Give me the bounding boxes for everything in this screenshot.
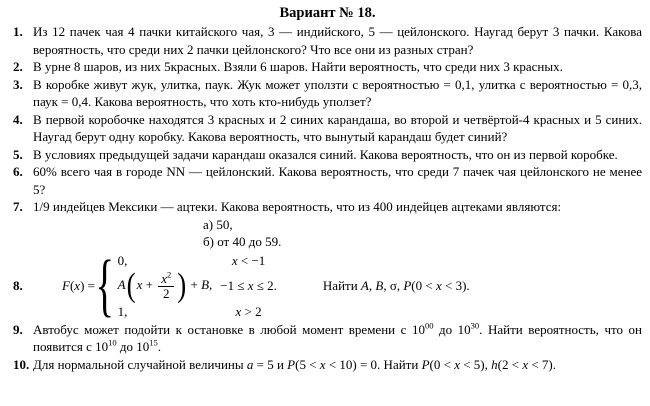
problem-3 — [13, 76, 642, 111]
problem-8 — [13, 246, 642, 324]
case-expr-bottom: 1, — [117, 303, 128, 319]
case-cond-top: x < −1 — [231, 252, 266, 268]
cases-brace: { — [95, 246, 115, 324]
problem-9 — [13, 321, 642, 356]
problem-8-task: Найти A, B, σ, P(0 < x < 3). — [322, 277, 470, 293]
case-expr-middle: A(x + $\frac{x^2}{2}$ ) + B, — [117, 266, 213, 304]
problem-7-question: 1/9 индейцев Мексики — ацтеки. Какова вероятность, что из 400 индейцев ацтеками являются: — [33, 199, 562, 214]
problem-8-number: 8. — [13, 278, 23, 293]
fraction — [158, 271, 174, 301]
problem-5-text: В условиях предыдущей задачи карандаш оказался синий. Какова вероятность, что он из первой коробке. — [33, 146, 618, 162]
fraction-denominator: 2 — [162, 285, 170, 301]
problem-5 — [13, 146, 642, 164]
close-paren: ) — [177, 266, 187, 304]
problem-9-number: 9. — [13, 321, 23, 337]
problem-1-number: 1. — [13, 24, 23, 39]
problem-2 — [13, 58, 642, 76]
problem-7-number: 7. — [13, 199, 23, 214]
problem-4-number: 4. — [13, 111, 23, 127]
problem-4 — [13, 111, 642, 146]
problem-6-number: 6. — [13, 164, 23, 179]
problem-9-text: Автобус может подойти к остановке в любой момент времени с $10^{00}$ до $10^{30}$. Найти вероятность, что он появится с $10^{10}$ до $10^{15}$. — [33, 320, 642, 354]
problem-5-number: 5. — [13, 146, 23, 162]
problem-10 — [13, 356, 642, 374]
problem-2-text: В урне 8 шаров, из них 5красных. Взяли 6 шаров. Найти вероятность, что среди них 3 красных. — [33, 59, 563, 74]
problem-7-subitem-a: а) 50, — [203, 216, 233, 232]
function-lhs: F(x) = — [62, 277, 95, 293]
case-cond-middle: −1 ≤ x ≤ 2. — [220, 278, 277, 293]
problem-3-text: В коробке живут жук, улитка, паук. Жук может уползти с вероятностью = 0,1, улитка с вероятностью = 0,3, паук = 0,4. Какова вероятность, что хоть кто-нибудь уползет? — [33, 76, 642, 109]
problem-7-subitem-b: б) от 40 до 59. — [203, 234, 282, 249]
problem-6 — [13, 163, 642, 198]
open-paren: ( — [126, 266, 136, 304]
problem-1-text: Из 12 пачек чая 4 пачки китайского чая, 3 — индийского, 5 — цейлонского. Наугад берут 3 пачки. Какова вероятность, что среди них 2 пачки цейлонского? Что все они из разных стран? — [33, 24, 642, 57]
problem-1 — [13, 23, 642, 58]
case-expr-top: 0, — [117, 252, 128, 268]
problem-7-text — [33, 198, 642, 251]
problem-3-number: 3. — [13, 76, 23, 92]
page-title: Вариант № 18. — [279, 5, 376, 21]
problem-10-number: 10. — [13, 356, 30, 372]
case-cond-bottom: x > 2 — [235, 303, 262, 319]
problem-2-number: 2. — [13, 59, 23, 74]
piecewise-function — [62, 246, 470, 324]
cases-grid — [118, 251, 277, 321]
fraction-numerator: $x^2$ — [158, 271, 174, 287]
problem-7 — [13, 198, 642, 251]
problem-10-text: Для нормальной случайной величины a = 5 и P(5 < x < 10) = 0. Найти P(0 < x < 5), h(2 < x < 7). — [33, 356, 557, 372]
problem-6-text: 60% всего чая в городе NN — цейлонский. Какова вероятность, что среди 7 пачек чая цейлонского не менее 5? — [33, 164, 642, 197]
problem-4-text: В первой коробочке находятся 3 красных и 2 синих карандаша, во второй и четвёртой-4 красных и 5 синих. Наугад берут одну коробку. Какова вероятность, что вынутый карандаш будет синий? — [33, 111, 642, 144]
